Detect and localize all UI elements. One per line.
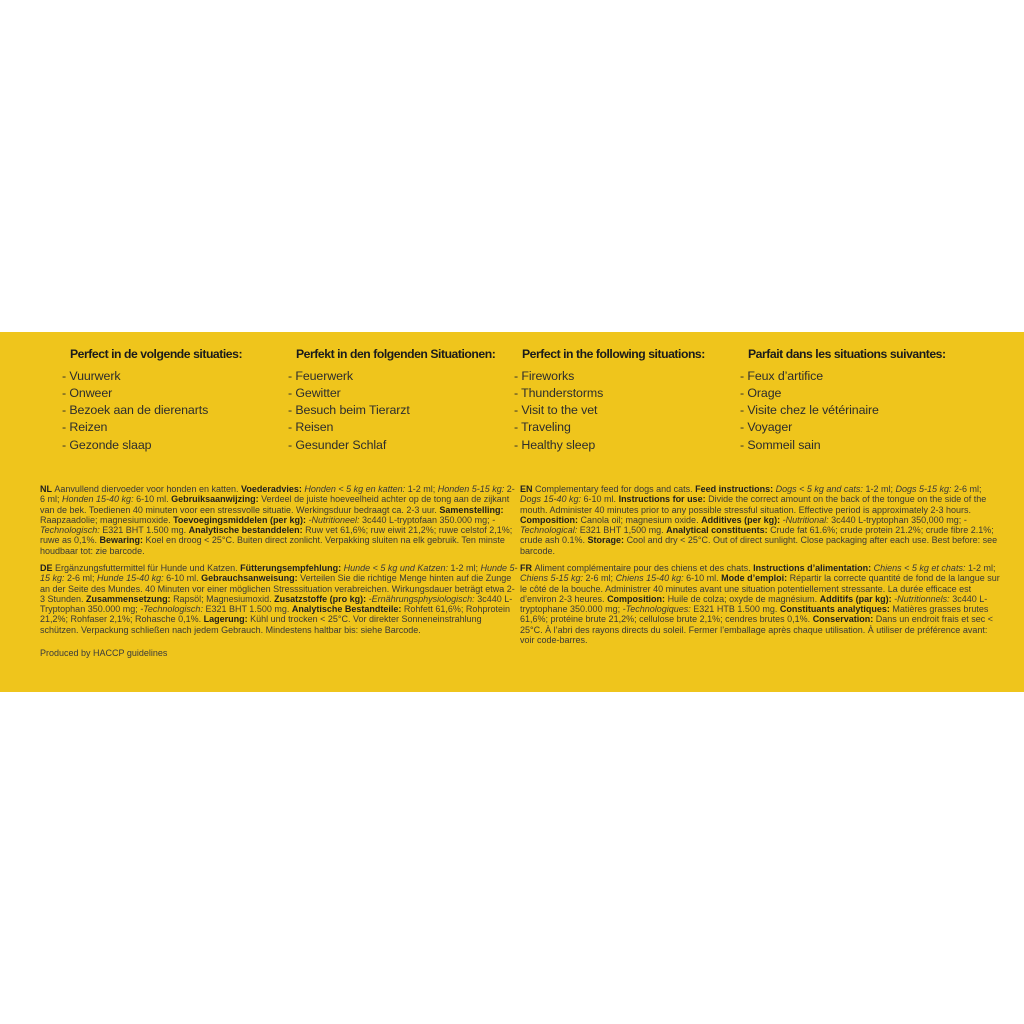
text-segment: 6-10 ml.	[136, 494, 172, 505]
text-segment: -Technologisch:	[140, 604, 206, 615]
text-segment: 1-2 ml;	[450, 563, 481, 573]
situations-heading: Perfekt in den folgenden Situationen:	[296, 347, 496, 361]
text-segment: Verteilen Sie die richtige Menge hinten auf die Zunge an der Seite des Mundes. 40 Minuten vor einer möglichen Stresssituation verabreichen. Wirkungsdauer beträgt etwa 2-3 Stunden.	[40, 573, 515, 604]
text-segment: -Ernährungsphysiologisch:	[368, 593, 478, 604]
situation-item: - Visite chez le vétérinaire	[740, 403, 879, 418]
text-segment: Additives (per kg):	[701, 514, 783, 525]
situation-item: - Gesunder Schlaf	[288, 437, 387, 452]
text-segment: Zusatzstoffe (pro kg):	[274, 593, 369, 604]
text-segment: 3c440 L-tryptofaan 350.000 mg;	[361, 514, 493, 525]
text-segment: Hunde 15-40 kg:	[97, 573, 167, 584]
text-segment: Aanvullend diervoeder voor honden en katten.	[54, 484, 241, 494]
text-segment: 3c440 L-tryptophan 350,000 mg;	[831, 514, 964, 525]
text-segment: Koel en droog < 25°C. Buiten direct zonlicht. Verpakking sluiten na elk gebruik. Ten minste houdbaar tot: zie barcode.	[40, 535, 505, 556]
text-segment: 3c440 L-Tryptophan 350.000 mg;	[40, 593, 513, 615]
situation-item: - Bezoek aan de dierenarts	[62, 403, 209, 418]
text-segment: Dans un endroit frais et sec < 25°C. À l’abri des rayons directs du soleil. Fermer l’emballage après chaque utilisation. À utiliser de préférence avant: voir code-barres.	[520, 614, 994, 646]
text-segment: Honden 15-40 kg:	[62, 494, 137, 505]
text-segment: Hunde < 5 kg und Katzen:	[343, 563, 451, 573]
text-segment: NL	[40, 484, 55, 494]
text-segment: Gebruiksaanwijzing:	[171, 494, 262, 505]
text-segment: Gebrauchsanweisung:	[201, 573, 301, 584]
text-segment: Zusammensetzung:	[86, 593, 174, 604]
text-segment: Crude fat 61.6%; crude protein 21.2%; crude fibre 2.1%; crude ash 0.1%.	[520, 525, 994, 546]
text-segment: Voederadvies:	[240, 484, 305, 494]
text-segment: FR	[520, 563, 535, 573]
text-segment: 6-10 ml.	[166, 573, 202, 584]
info-paragraph-en	[520, 484, 1004, 556]
text-segment: Composition:	[607, 593, 668, 604]
text-segment: Complementary feed for dogs and cats.	[535, 484, 696, 494]
text-segment: Chiens < 5 kg et chats:	[873, 563, 968, 573]
text-segment: Additifs (par kg):	[819, 593, 895, 604]
text-segment: 3c440 L-tryptophane 350.000 mg;	[520, 593, 988, 615]
text-segment: 6-10 ml.	[583, 494, 619, 505]
text-segment: 1-2 ml;	[865, 484, 896, 494]
info-paragraph-nl	[40, 484, 518, 556]
text-segment: Dogs < 5 kg and cats:	[775, 484, 866, 494]
text-segment: 2-6 ml;	[585, 573, 616, 584]
text-segment: Bewaring:	[99, 535, 146, 546]
producer-note: Produced by HACCP guidelines	[40, 648, 168, 658]
text-segment: E321 BHT 1,500 mg.	[579, 525, 667, 536]
text-segment: Toevoegingsmiddelen (per kg):	[173, 514, 309, 525]
text-segment: E321 BHT 1.500 mg.	[205, 604, 292, 615]
text-segment: Kühl und trocken < 25°C. Vor direkter Sonneneinstrahlung schützen. Verpackung schließen nach jedem Gebrauch. Mindestens haltbar bis: siehe Barcode.	[40, 614, 482, 635]
situation-item: - Healthy sleep	[514, 437, 596, 452]
text-segment: Ergänzungsfuttermittel für Hunde und Katzen.	[55, 563, 241, 573]
text-segment: Storage:	[587, 535, 627, 546]
text-segment: Huile de colza; oxyde de magnésium.	[667, 593, 820, 604]
text-segment: Dogs 5-15 kg:	[895, 484, 954, 494]
info-paragraph-fr	[520, 563, 1004, 645]
situations-heading: Perfect in the following situations:	[522, 347, 705, 361]
situation-item: - Feux d’artifice	[740, 368, 823, 383]
text-segment: Chiens 5-15 kg:	[520, 573, 586, 584]
text-segment: Instructions for use:	[618, 494, 709, 505]
text-segment: Fütterungsempfehlung:	[240, 563, 344, 573]
text-segment: 2-6 ml;	[953, 484, 982, 494]
text-segment: Analytische Bestandteile:	[291, 604, 404, 615]
info-paragraph-de	[40, 563, 518, 635]
text-segment: Honden < 5 kg en katten:	[304, 484, 408, 494]
situation-item: - Reisen	[288, 420, 334, 435]
situations-column-nl	[62, 347, 243, 454]
text-segment: Répartir la correcte quantité de fond de la langue sur le côté de la bouche. Administrer 40 minutes avant une situation potentiellement stressante. La durée efficace est d’environ 2-3 heures.	[520, 573, 1000, 604]
situation-item: - Fireworks	[514, 368, 575, 383]
text-segment: Verdeel de juiste hoeveelheid achter op de tong aan de zijkant van de bek. Toedienen 40 minuten voor een stressvolle situatie. Werkingsduur bedraagt ca. 2-3 uur.	[40, 494, 510, 515]
text-segment: Aliment complémentaire pour des chiens et des chats.	[534, 563, 754, 573]
situations-column-de	[288, 347, 496, 454]
situation-item: - Gewitter	[288, 385, 341, 400]
situation-item: - Reizen	[62, 420, 108, 435]
situation-item: - Traveling	[514, 420, 571, 435]
text-segment: 1-2 ml;	[967, 563, 996, 573]
text-segment: -Technological:	[520, 514, 967, 536]
text-segment: Rohfett 61,6%; Rohprotein 21,2%; Rohfaser 2,1%; Rohasche 0,1%.	[40, 604, 510, 625]
text-segment: 2-6 ml;	[40, 484, 515, 505]
text-segment: -Technologisch:	[40, 514, 496, 536]
text-segment: Constituants analytiques:	[779, 604, 893, 615]
text-segment: Raapzaadolie; magnesiumoxide.	[40, 514, 174, 525]
situation-item: - Gezonde slaap	[62, 437, 152, 452]
text-segment: E321 HTB 1.500 mg.	[693, 604, 780, 615]
situations-column-fr	[740, 347, 946, 454]
text-segment: 1-2 ml;	[407, 484, 438, 494]
text-segment: Analytical constituents:	[666, 525, 771, 536]
text-segment: Chiens 15-40 kg:	[615, 573, 687, 584]
situation-item: - Sommeil sain	[740, 437, 821, 452]
text-segment: DE	[40, 563, 56, 573]
situation-item: - Visit to the vet	[514, 403, 598, 418]
text-segment: Lagerung:	[203, 614, 251, 625]
text-segment: Dogs 15-40 kg:	[520, 494, 584, 505]
text-segment: Hunde 5-15 kg:	[40, 563, 518, 584]
text-segment: Mode d’emploi:	[721, 573, 790, 584]
text-segment: 6-10 ml.	[686, 573, 722, 584]
situations-heading: Perfect in de volgende situaties:	[70, 347, 243, 361]
text-segment: Samenstelling:	[439, 504, 504, 515]
situation-item: - Vuurwerk	[62, 368, 121, 383]
text-segment: Conservation:	[812, 614, 876, 625]
text-segment: Analytische bestanddelen:	[188, 525, 306, 536]
text-segment: Divide the correct amount on the back of the tongue on the side of the mouth. Administer 40 minutes prior to any possible stressful situation. Effective period is approximately 2-3 hours.	[520, 494, 987, 515]
situation-item: - Besuch beim Tierarzt	[288, 403, 410, 418]
text-segment: E321 BHT 1.500 mg.	[102, 525, 189, 536]
text-segment: Canola oil; magnesium oxide.	[580, 514, 702, 525]
situation-item: - Voyager	[740, 420, 793, 435]
text-segment: Composition:	[520, 514, 581, 525]
situation-item: - Feuerwerk	[288, 368, 353, 383]
text-segment: Rapsöl; Magnesiumoxid.	[173, 593, 275, 604]
text-segment: Ruw vet 61,6%; ruw eiwit 21,2%; ruwe celstof 2,1%; ruwe as 0,1%.	[40, 525, 513, 546]
text-segment: Feed instructions:	[695, 484, 776, 494]
text-segment: EN	[520, 484, 536, 494]
text-segment: 2-6 ml;	[67, 573, 98, 584]
text-segment: -Nutritioneel:	[308, 514, 362, 525]
situations-column-en	[514, 347, 705, 454]
situation-item: - Thunderstorms	[514, 385, 604, 400]
text-segment: -Nutritionnels:	[894, 593, 953, 604]
text-segment: Instructions d’alimentation:	[753, 563, 874, 573]
yellow-label-band	[0, 332, 1024, 692]
text-segment: -Nutritional:	[782, 514, 832, 525]
situation-item: - Onweer	[62, 385, 113, 400]
text-segment: -Technologiques:	[622, 604, 694, 615]
text-segment: Matières grasses brutes 61,6%; protéine brute 21,2%; cellulose brute 2,1%; cendres brutes 0,1%.	[520, 604, 989, 625]
situations-heading: Parfait dans les situations suivantes:	[748, 347, 946, 361]
text-segment: Cool and dry < 25°C. Out of direct sunlight. Close packaging after each use. Best before: see barcode.	[520, 535, 998, 556]
text-segment: Honden 5-15 kg:	[437, 484, 507, 494]
situation-item: - Orage	[740, 385, 782, 400]
